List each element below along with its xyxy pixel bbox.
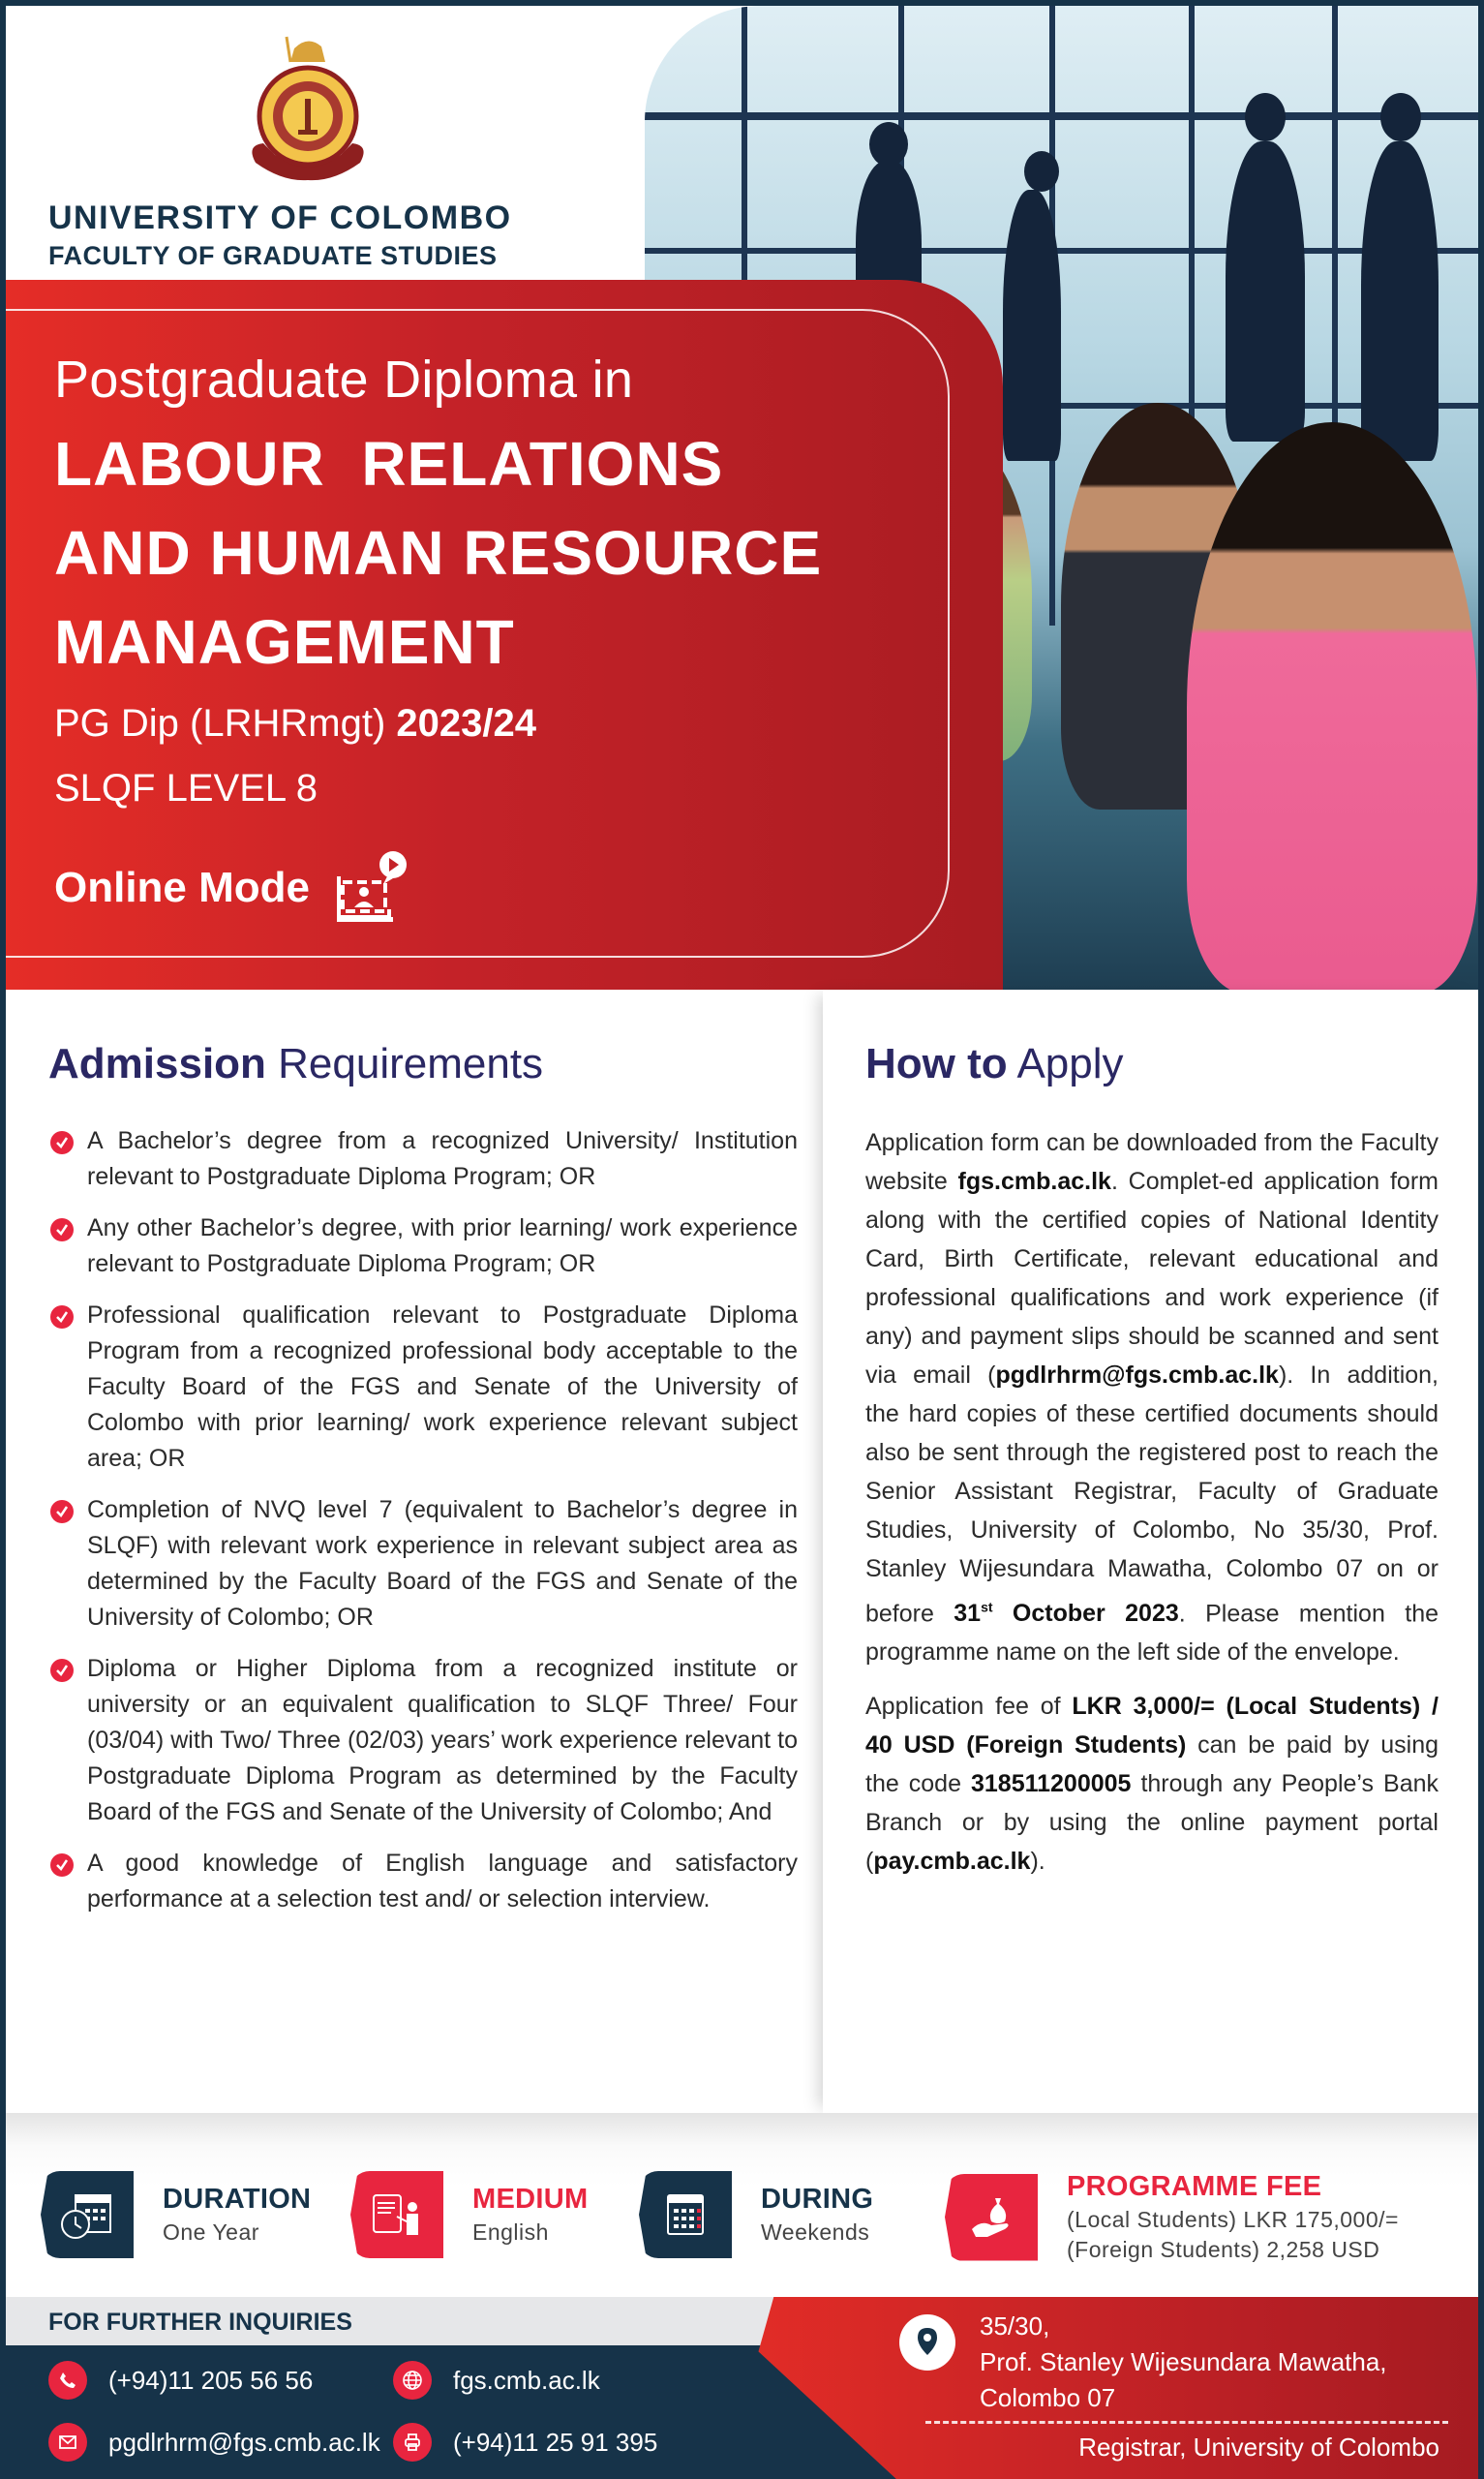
requirements-list bbox=[48, 1123, 798, 1917]
admission-heading-rest: Requirements bbox=[265, 1040, 544, 1087]
requirement-text: A Bachelor’s degree from a recognized University/ Institution relevant to Postgraduate Diploma Program; OR bbox=[87, 1127, 798, 1190]
requirement-text: Professional qualification relevant to Postgraduate Diploma Program from a recognized professional body acceptable to the Faculty Board of the FGS and Senate of the University of Colombo with prior learning/ work experience relevant subject area; OR bbox=[87, 1301, 798, 1472]
inquiries-bar bbox=[6, 2297, 800, 2345]
info-label: DURATION bbox=[163, 2184, 312, 2215]
mail-icon bbox=[48, 2423, 87, 2462]
requirement-item bbox=[48, 1651, 798, 1830]
fax-number: (+94)11 25 91 395 bbox=[453, 2427, 658, 2457]
faculty-name: FACULTY OF GRADUATE STUDIES bbox=[48, 241, 498, 270]
requirement-item bbox=[48, 1298, 798, 1477]
info-value: English bbox=[472, 2219, 549, 2245]
check-icon bbox=[50, 1131, 74, 1154]
requirement-item bbox=[48, 1846, 798, 1917]
inquiries-title: FOR FURTHER INQUIRIES bbox=[48, 2309, 352, 2336]
contact-footer bbox=[6, 2297, 1478, 2479]
requirement-text: Completion of NVQ level 7 (equivalent to Bachelor’s degree in SLQF) with relevant work experience in relevant subject area as determined by the Faculty Board of the FGS and Senate of the University of Colombo; OR bbox=[87, 1496, 798, 1631]
programme-title-line: LABOUR RELATIONS bbox=[54, 429, 724, 499]
programme-code-prefix: PG Dip (LRHRmgt) bbox=[54, 702, 386, 745]
apply-heading-bold: How to bbox=[865, 1040, 1008, 1087]
money-bag-hand-icon bbox=[945, 2174, 1038, 2261]
contact-website[interactable] bbox=[393, 2361, 600, 2400]
application-fee-info: Application fee of LKR 3,000/= (Local Students) / 40 USD (Foreign Students) can be paid by using the code 318511200005 through any People’s Bank Branch or by using the online payment portal (pay.cmb.ac.lk). bbox=[865, 1693, 1439, 1876]
check-icon bbox=[50, 1305, 74, 1329]
check-icon bbox=[50, 1659, 74, 1682]
payment-code: 318511200005 bbox=[970, 1770, 1132, 1798]
faculty-website-link[interactable]: fgs.cmb.ac.lk bbox=[957, 1168, 1111, 1195]
signatory: Registrar, University of Colombo bbox=[1078, 2433, 1439, 2462]
contact-email[interactable] bbox=[48, 2423, 380, 2462]
flyer bbox=[6, 6, 1478, 2479]
contact-fax[interactable] bbox=[393, 2423, 657, 2462]
website-link: fgs.cmb.ac.lk bbox=[453, 2365, 600, 2395]
check-icon bbox=[50, 1500, 74, 1523]
university-name: UNIVERSITY OF COLOMBO bbox=[48, 199, 512, 236]
info-label: DURING bbox=[761, 2184, 874, 2215]
programme-info-strip bbox=[6, 2113, 1478, 2297]
programme-title bbox=[54, 419, 822, 687]
email-link: pgdlrhrm@fgs.cmb.ac.lk bbox=[108, 2427, 380, 2457]
admission-heading-bold: Admission bbox=[48, 1040, 266, 1087]
info-value: One Year bbox=[163, 2219, 259, 2245]
info-value: (Foreign Students) 2,258 USD bbox=[1067, 2237, 1380, 2262]
payment-portal-link[interactable]: pay.cmb.ac.lk bbox=[873, 1848, 1031, 1876]
university-branding bbox=[6, 15, 625, 277]
apply-heading bbox=[865, 1040, 1439, 1088]
delivery-mode bbox=[54, 849, 822, 927]
check-icon bbox=[50, 1218, 74, 1241]
dashed-divider bbox=[925, 2421, 1448, 2424]
info-programme-fee bbox=[945, 2171, 1399, 2263]
requirement-item bbox=[48, 1123, 798, 1195]
requirement-item bbox=[48, 1210, 798, 1282]
hero-section bbox=[6, 6, 1478, 990]
info-value: Weekends bbox=[761, 2219, 870, 2245]
admission-heading bbox=[48, 1040, 798, 1088]
requirement-text: Any other Bachelor’s degree, with prior learning/ work experience relevant to Postgraduate Diploma Program; OR bbox=[87, 1214, 798, 1277]
phone-number: (+94)11 205 56 56 bbox=[108, 2365, 314, 2395]
requirement-item bbox=[48, 1492, 798, 1636]
programme-title-line: MANAGEMENT bbox=[54, 607, 515, 677]
slqf-level: SLQF LEVEL 8 bbox=[54, 767, 318, 810]
application-fee: LKR 3,000/= (Local Students) / 40 USD (Foreign Students) bbox=[865, 1693, 1439, 1760]
apply-heading-rest: Apply bbox=[1007, 1040, 1124, 1087]
calendar-icon bbox=[639, 2171, 732, 2258]
phone-icon bbox=[48, 2361, 87, 2400]
application-email-link[interactable]: pgdlrhrm@fgs.cmb.ac.lk bbox=[995, 1362, 1279, 1389]
programme-title-line: AND HUMAN RESOURCE bbox=[54, 518, 823, 588]
admission-requirements bbox=[48, 1040, 798, 1933]
info-label: MEDIUM bbox=[472, 2184, 589, 2215]
how-to-apply bbox=[823, 990, 1478, 2113]
details-section bbox=[6, 990, 1478, 2121]
hero-text bbox=[54, 350, 822, 927]
location-pin-icon bbox=[899, 2314, 955, 2371]
check-icon bbox=[50, 1853, 74, 1877]
contact-phone[interactable] bbox=[48, 2361, 313, 2400]
programme-code bbox=[54, 702, 822, 746]
calendar-clock-icon bbox=[41, 2171, 134, 2258]
online-class-icon bbox=[335, 849, 412, 927]
postal-address bbox=[980, 2309, 1387, 2416]
info-duration bbox=[41, 2171, 311, 2258]
programme-subtitle: Postgraduate Diploma in bbox=[54, 351, 634, 409]
printer-icon bbox=[393, 2423, 432, 2462]
info-during bbox=[639, 2171, 873, 2258]
globe-icon bbox=[393, 2361, 432, 2400]
apply-instructions: Application form can be downloaded from the Faculty website fgs.cmb.ac.lk. Complet-ed application form along with the certified copies of National Identity Card, Birth Certificate, relevant educational and professional qualifications and work experience (if any) and payment slips should be scanned and sent via email (pgdlrhrm@fgs.cmb.ac.lk). In addition, the hard copies of these certified documents should also be sent through the registered post to reach the Senior Assistant Registrar, Faculty of Graduate Studies, University of Colombo, No 35/30, Prof. Stanley Wijesundara Mawatha, Colombo 07 on or before 31st October 2023. Please mention the programme name on the left side of the envelope. bbox=[865, 1129, 1439, 1667]
address-line: Colombo 07 bbox=[980, 2383, 1116, 2412]
deadline: 31st October 2023 bbox=[954, 1600, 1179, 1628]
info-medium bbox=[350, 2171, 588, 2258]
info-label: PROGRAMME FEE bbox=[1067, 2171, 1322, 2202]
programme-year: 2023/24 bbox=[396, 702, 536, 745]
student-photo-right bbox=[1187, 422, 1477, 990]
requirement-text: Diploma or Higher Diploma from a recognized institute or university or an equivalent qualification to SLQF Three/ Four (03/04) with Two/ Three (02/03) years’ work experience relevant to Postgraduate Diploma Program as determined by the Faculty Board of the FGS and Senate of the University of Colombo; And bbox=[87, 1655, 798, 1825]
presentation-icon bbox=[350, 2171, 443, 2258]
address-line: 35/30, bbox=[980, 2311, 1050, 2341]
requirement-text: A good knowledge of English language and satisfactory performance at a selection test and/ or selection interview. bbox=[87, 1850, 798, 1913]
delivery-mode-label: Online Mode bbox=[54, 864, 310, 911]
university-crest-icon bbox=[236, 29, 379, 184]
address-line: Prof. Stanley Wijesundara Mawatha, bbox=[980, 2347, 1387, 2376]
info-value: (Local Students) LKR 175,000/= bbox=[1067, 2207, 1399, 2232]
